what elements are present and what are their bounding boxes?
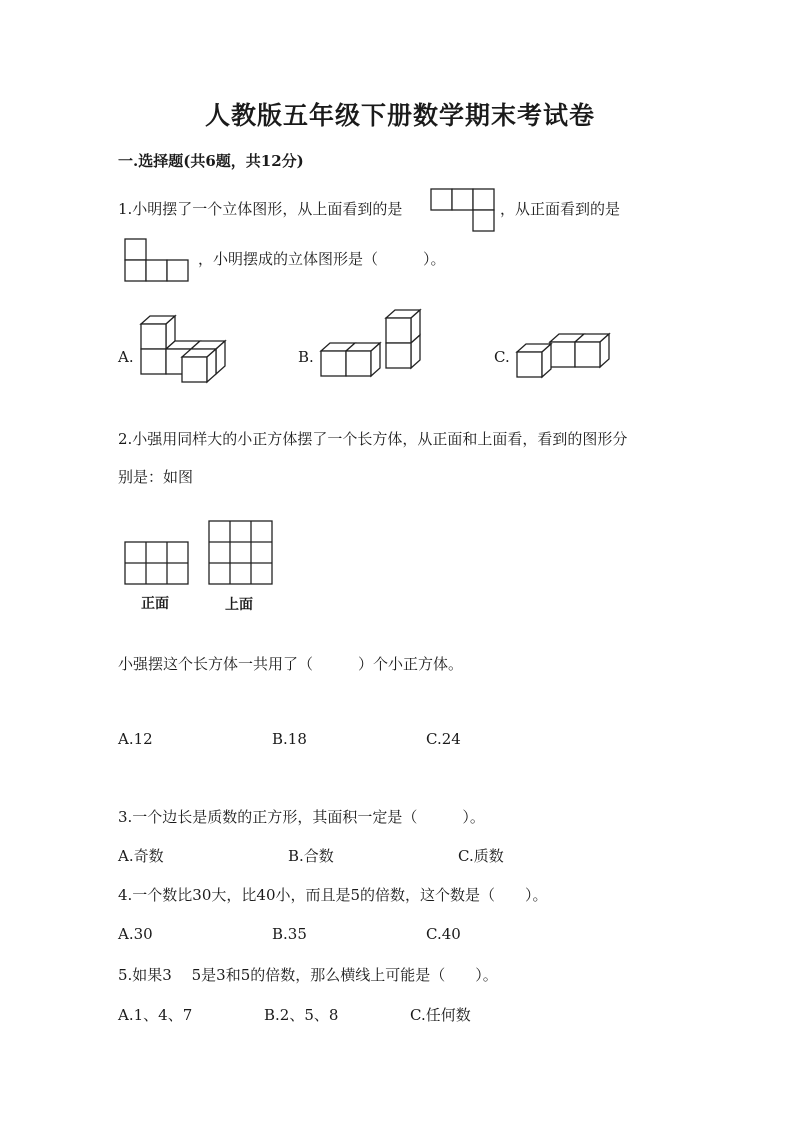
question-3-text: 3.一个边长是质数的正方形，其面积一定是（ ）。	[118, 808, 485, 826]
q5-option-c[interactable]: C.任何数	[410, 1006, 471, 1024]
q2-top-view-grid	[208, 520, 274, 586]
question-2-text: 小强摆这个长方体一共用了（ ）个小正方体。	[118, 655, 464, 673]
section-heading: 一.选择题(共6题，共12分)	[118, 152, 304, 170]
question-1-text-part1: 1.小明摆了一个立体图形，从上面看到的是	[118, 200, 403, 218]
top-view-figure	[430, 188, 500, 234]
question-2-line2: 别是：如图	[118, 468, 194, 486]
q1-option-b-label[interactable]: B.	[298, 348, 314, 366]
page-title: 人教版五年级下册数学期末考试卷	[204, 101, 595, 130]
q2-top-caption: 上面	[225, 597, 253, 613]
question-2-line1: 2.小强用同样大的小正方体摆了一个长方体，从正面和上面看，看到的图形分	[118, 430, 628, 448]
question-1-text-part2: ，从正面看到的是	[500, 200, 621, 218]
q1-option-c-label[interactable]: C.	[494, 348, 510, 366]
question-1-text-part3: ，小明摆成的立体图形是（ ）。	[198, 250, 446, 268]
q5-option-a[interactable]: A.1、4、7	[118, 1006, 193, 1024]
q3-option-c[interactable]: C.质数	[458, 847, 504, 865]
q1-option-b-cubes[interactable]	[318, 306, 428, 386]
q2-option-c[interactable]: C.24	[426, 730, 461, 748]
q3-option-a[interactable]: A.奇数	[118, 847, 164, 865]
q5-option-b[interactable]: B.2、5、8	[264, 1006, 339, 1024]
q1-option-a-label[interactable]: A.	[118, 348, 134, 366]
q4-option-c[interactable]: C.40	[426, 925, 461, 943]
question-5-text: 5.如果3 5是3和5的倍数，那么横线上可能是（ ）。	[118, 966, 498, 984]
q2-front-caption: 正面	[141, 596, 169, 612]
q4-option-a[interactable]: A.30	[118, 925, 153, 943]
q1-option-a-cubes[interactable]	[138, 312, 230, 382]
q3-option-b[interactable]: B.合数	[288, 847, 334, 865]
question-4-text: 4.一个数比30大，比40小，而且是5的倍数，这个数是（ ）。	[118, 886, 548, 904]
q2-option-b[interactable]: B.18	[272, 730, 307, 748]
q1-option-c-cubes[interactable]	[514, 330, 624, 386]
q4-option-b[interactable]: B.35	[272, 925, 307, 943]
q2-front-view-grid	[124, 541, 190, 585]
q2-option-a[interactable]: A.12	[118, 730, 153, 748]
front-view-figure	[124, 238, 194, 284]
